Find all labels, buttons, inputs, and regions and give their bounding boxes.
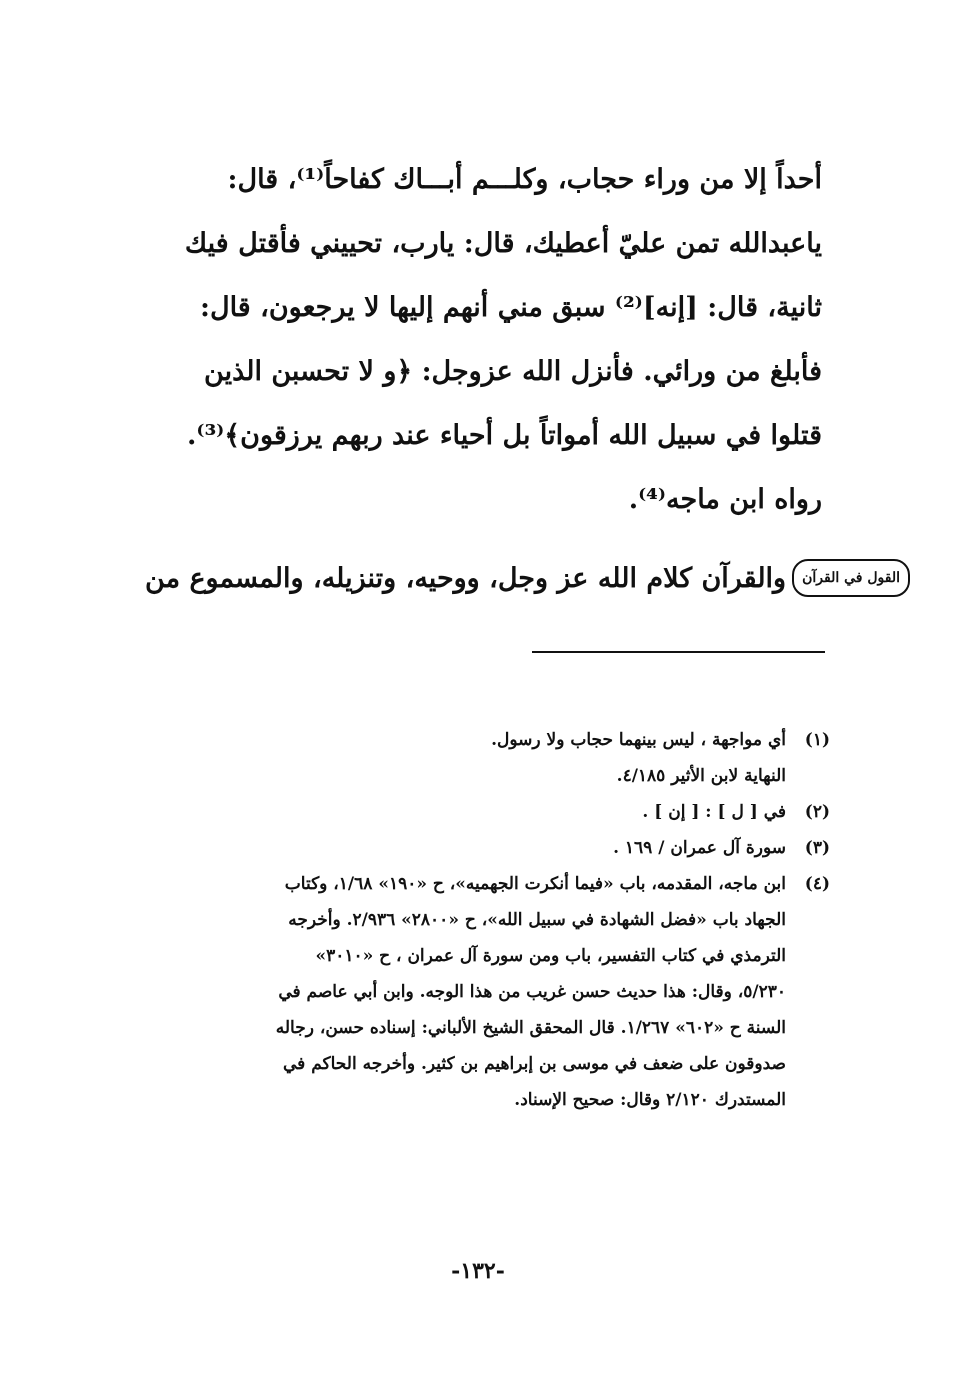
footnote-item xyxy=(110,722,830,794)
footnote-item xyxy=(110,866,830,1118)
footnote-number: (٣) xyxy=(804,838,830,858)
footnote-text xyxy=(110,866,786,1118)
footnote-line: المستدرك ٢/١٢٠ وقال: صحيح الإسناد. xyxy=(514,1090,786,1110)
footnote-line: الجهاد باب «فضل الشهادة في سبيل الله»، ح «٢٨٠٠» ٢/٩٣٦. وأخرجه xyxy=(288,910,786,930)
main-text-line: أحداً إلا من وراء حجاب، وكلـــم أبـــاك كفاحاً⁽¹⁾، قال: xyxy=(227,164,822,195)
footnote-number: (٤) xyxy=(804,874,830,894)
main-text-line: فأبلغ من ورائي. فأنزل الله عزوجل: ﴿و لا تحسبن الذين xyxy=(204,356,822,387)
main-text-line: ياعبدالله تمن عليّ أعطيك، قال: يارب، تحييني فأقتل فيك xyxy=(184,228,822,259)
main-text-line: قتلوا في سبيل الله أمواتاً بل أحياء عند ربهم يرزقون﴾⁽³⁾. xyxy=(186,420,822,451)
footnote-divider xyxy=(532,651,825,653)
footnote-item xyxy=(110,794,830,830)
footnote-line: الترمذي في كتاب التفسير، باب ومن سورة آل عمران ، ح «٣٠١٠» xyxy=(315,946,786,966)
footnotes xyxy=(110,722,830,1118)
quran-paragraph-line: والقرآن كلام الله عز وجل، ووحيه، وتنزيله، والمسموع من xyxy=(145,562,787,594)
footnote-line: أي مواجهة ، ليس بينهما حجاب ولا رسول. xyxy=(491,730,786,750)
footnote-line: ابن ماجه، المقدمه، باب «فيما أنكرت الجهميه»، ح «١٩٠» ١/٦٨، وكتاب xyxy=(284,874,786,894)
footnote-line: النهاية لابن الأثير ٤/١٨٥. xyxy=(616,766,786,786)
footnote-item xyxy=(110,830,830,866)
page-number: -١٣٢- xyxy=(451,1258,505,1284)
footnote-number: (١) xyxy=(804,730,830,750)
footnote-text xyxy=(110,722,786,794)
main-text-line: ثانية، قال: [إنه]⁽²⁾ سبق مني أنهم إليها لا يرجعون، قال: xyxy=(200,292,822,323)
footnote-line: في [ ل ] : [ إن ] . xyxy=(642,802,786,822)
footnote-line: صدوقون على ضعف في موسى بن إبراهيم بن كثير. وأخرجه الحاكم في xyxy=(282,1054,786,1074)
footnote-line: السنة ح «٦٠٢» ١/٢٦٧. قال المحقق الشيخ الألباني: إسناده حسن، رجاله xyxy=(275,1018,786,1038)
margin-heading-label: القول في القرآن xyxy=(792,559,910,597)
footnote-text xyxy=(110,794,786,830)
main-text xyxy=(110,148,822,532)
footnote-number: (٢) xyxy=(804,802,830,822)
main-text-line: رواه ابن ماجه⁽⁴⁾. xyxy=(628,484,822,515)
footnote-line: سورة آل عمران / ١٦٩ . xyxy=(613,838,786,858)
footnote-line: ٥/٢٣٠، وقال: هذا حديث حسن غريب من هذا الوجه. وابن أبي عاصم في xyxy=(278,982,786,1002)
footnote-text xyxy=(110,830,786,866)
quran-paragraph xyxy=(110,546,910,610)
